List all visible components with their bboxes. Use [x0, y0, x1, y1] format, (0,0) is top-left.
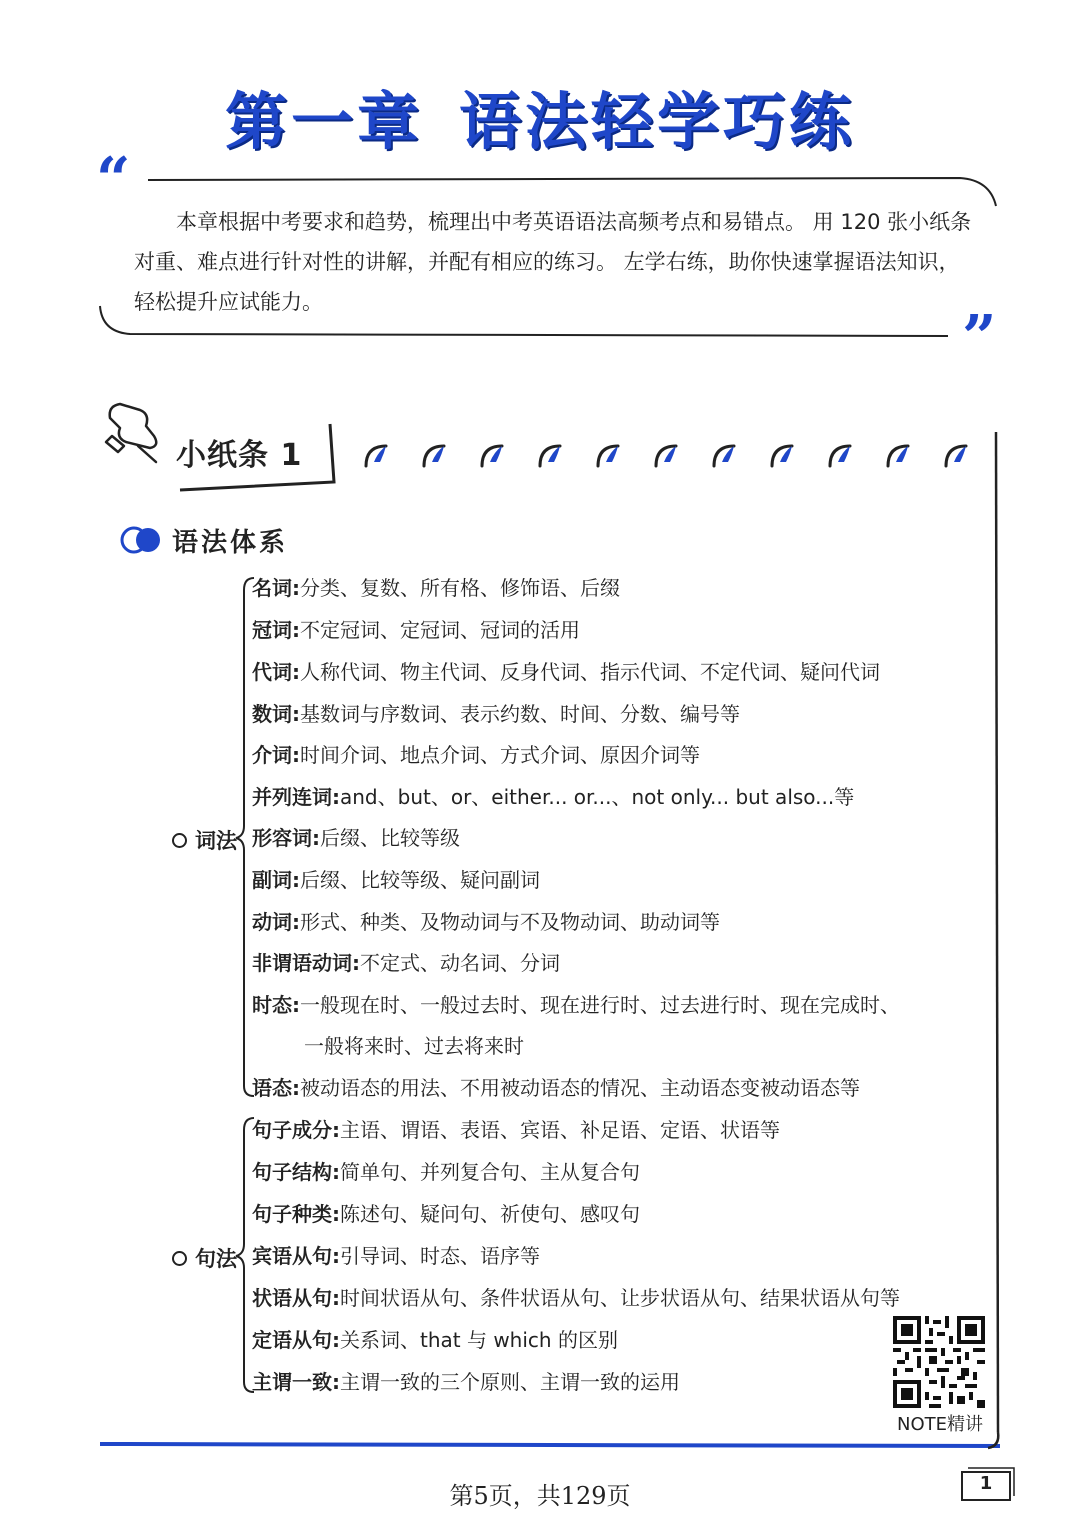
chapter-name: 语法轻学巧练 — [459, 85, 856, 158]
group-label-morphology: 词法 — [172, 825, 237, 855]
pushpin-icon — [106, 404, 156, 462]
list-item: 时态:一般现在时、一般过去时、现在进行时、过去进行时、现在完成时、 — [252, 993, 900, 1017]
qr-code-label: NOTE精讲 — [896, 1414, 983, 1435]
toggle-dot-icon — [122, 528, 160, 552]
list-item: 介词:时间介词、地点介词、方式介词、原因介词等 — [252, 743, 700, 767]
list-item: 名词:分类、复数、所有格、修饰语、后缀 — [252, 576, 620, 600]
page-footer: 第5页，共129页 — [449, 1482, 631, 1510]
close-quote-icon: ” — [962, 303, 997, 373]
circle-bullet-icon — [172, 1251, 187, 1266]
intro-paragraph: 本章根据中考要求和趋势，梳理出中考英语语法高频考点和易错点。 用 120 张小纸条对重、难点进行针对性的讲解，并配有相应的练习。 左学右练，助你快速掌握语法知识，轻松提升应试能力。 — [134, 210, 972, 314]
list-item: 动词:形式、种类、及物动词与不及物动词、助动词等 — [252, 910, 720, 934]
list-item: 定语从句:关系词、that 与 which 的区别 — [252, 1328, 618, 1352]
list-item: 副词:后缀、比较等级、疑问副词 — [252, 868, 540, 892]
chapter-number: 第一章 — [224, 85, 423, 158]
list-item: 宾语从句:引导词、时态、语序等 — [252, 1244, 540, 1268]
list-item: 代词:人称代词、物主代词、反身代词、指示代词、不定代词、疑问代词 — [252, 660, 880, 684]
list-item: 句子成分:主语、谓语、表语、宾语、补足语、定语、状语等 — [252, 1118, 780, 1142]
open-quote-icon: “ — [96, 145, 131, 215]
list-item: 状语从句:时间状语从句、条件状语从句、让步状语从句、结果状语从句等 — [252, 1286, 900, 1310]
list-item: 句子结构:简单句、并列复合句、主从复合句 — [252, 1160, 640, 1184]
group-label-syntax: 句法 — [172, 1243, 237, 1273]
list-item: 冠词:不定冠词、定冠词、冠词的活用 — [252, 618, 580, 642]
list-item: 句子种类:陈述句、疑问句、祈使句、感叹句 — [252, 1202, 640, 1226]
list-item: 形容词:后缀、比较等级 — [252, 826, 460, 850]
list-item-continuation: 一般将来时、过去将来时 — [304, 1034, 524, 1058]
circle-bullet-icon — [172, 833, 187, 848]
list-item: 语态:被动语态的用法、不用被动语态的情况、主动语态变被动语态等 — [252, 1076, 860, 1100]
qr-code-icon[interactable] — [893, 1316, 985, 1408]
binder-ring-icon — [366, 446, 966, 466]
list-item: 数词:基数词与序数词、表示约数、时间、分数、编号等 — [252, 702, 740, 726]
list-item: 并列连词:and、but、or、either... or...、not only... but also...等 — [252, 785, 855, 809]
page-number: 1 — [979, 1473, 993, 1494]
chapter-title — [0, 72, 1080, 161]
list-item: 非谓语动词:不定式、动名词、分词 — [252, 951, 560, 975]
section-heading: 语法体系 — [172, 528, 289, 558]
note-tag: 小纸条 1 — [176, 438, 303, 473]
list-item: 主谓一致:主谓一致的三个原则、主谓一致的运用 — [252, 1370, 680, 1394]
